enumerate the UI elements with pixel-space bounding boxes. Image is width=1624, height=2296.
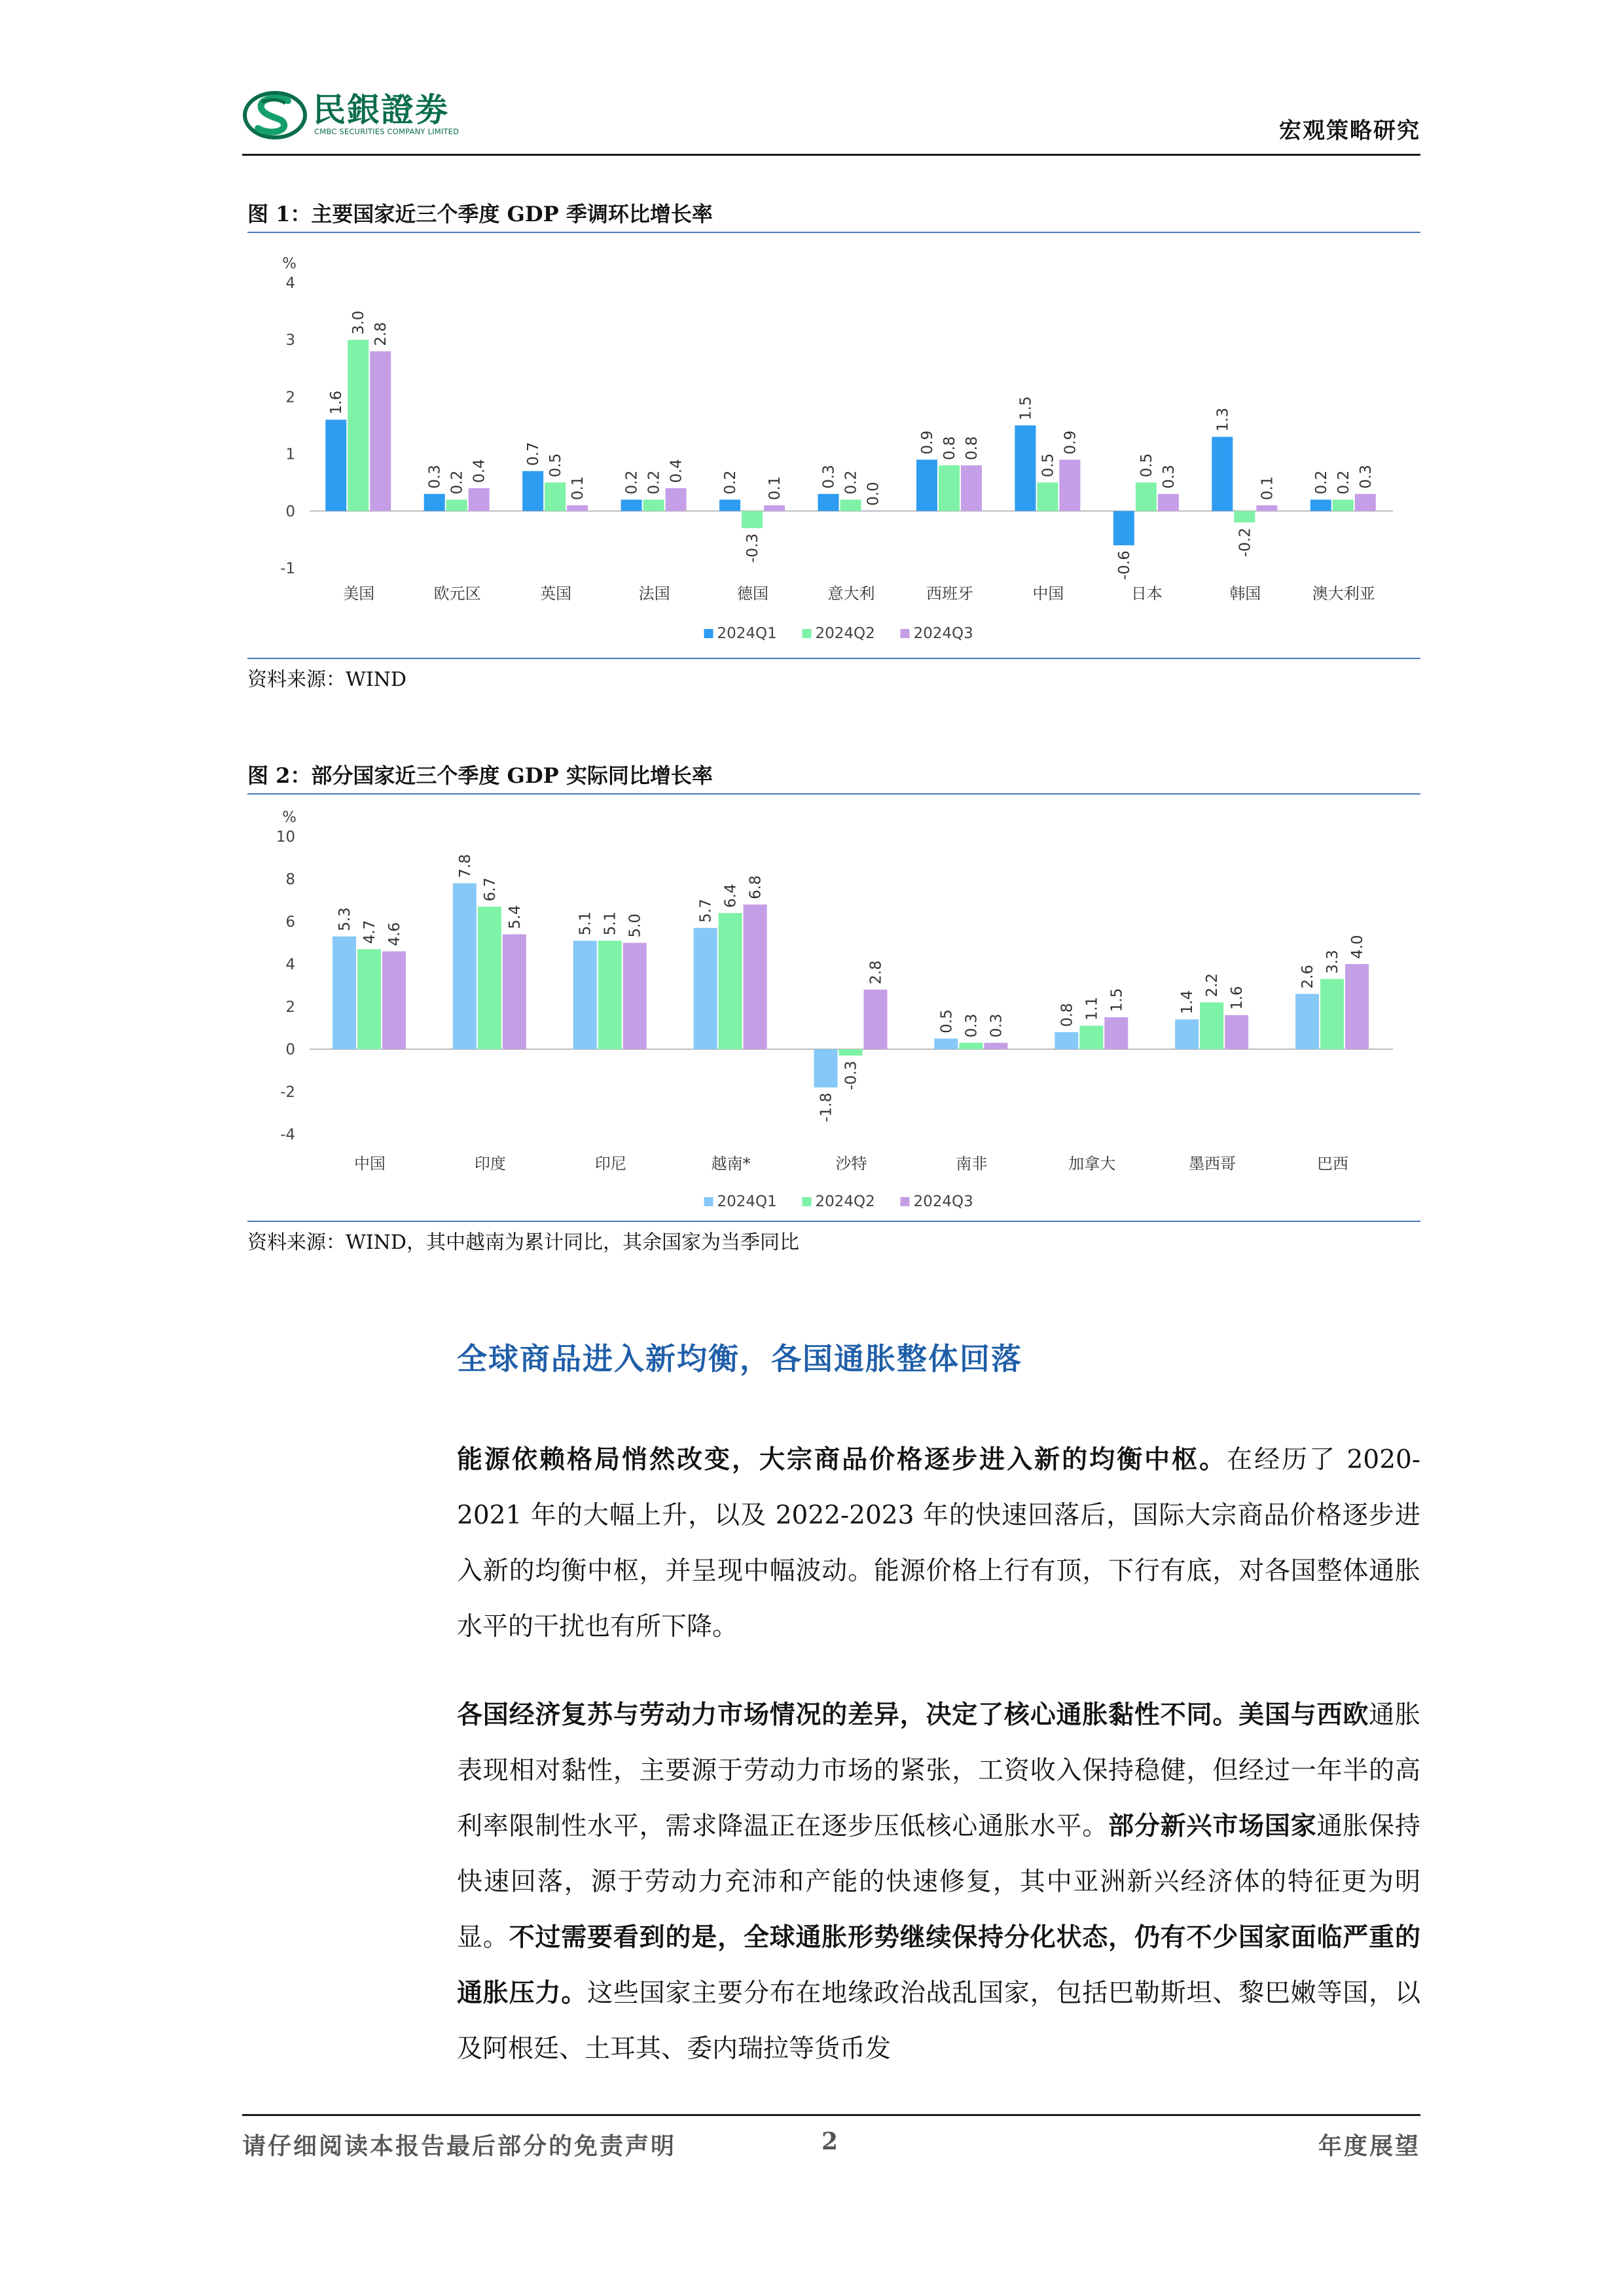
fig2-data-label: 1.1 <box>1083 996 1101 1021</box>
fig2-data-label: 4.0 <box>1349 935 1367 959</box>
fig1-y-tick: 1 <box>285 446 295 463</box>
fig2-legend-swatch <box>704 1197 713 1206</box>
fig1-bar <box>818 494 839 511</box>
fig2-y-tick: -2 <box>280 1084 295 1101</box>
fig2-bar <box>1345 964 1369 1049</box>
logo-mark-icon <box>242 89 308 141</box>
fig2-bar <box>1225 1015 1248 1049</box>
fig2-bar <box>694 928 717 1049</box>
fig2-bar <box>744 905 767 1049</box>
fig2-data-label: -1.8 <box>818 1092 835 1122</box>
footer-disclaimer: 请仔细阅读本报告最后部分的免责声明 <box>242 2132 677 2160</box>
fig1-data-label: 1.5 <box>1017 396 1035 420</box>
fig2-data-label: 4.6 <box>386 922 403 946</box>
paragraph1-body: 在经历了 2020-2021 年的大幅上升，以及 2022-2023 年的快速回落后，国际大宗商品价格逐步进入新的均衡中枢，并呈现中幅波动。能源价格上行有顶，下行有底，对各国整体通胀水平的干扰也有所下降。 <box>457 1445 1420 1641</box>
fig1-bar <box>348 340 369 511</box>
fig1-data-label: -0.3 <box>744 533 762 563</box>
fig2-bar <box>1200 1003 1223 1050</box>
figure2-title: 图 2：部分国家近三个季度 GDP 实际同比增长率 <box>247 759 1420 795</box>
footer-label: 年度展望 <box>1318 2132 1420 2160</box>
fig2-category-label: 中国 <box>353 1155 386 1173</box>
fig1-data-label: 0.3 <box>426 465 444 489</box>
fig1-legend-swatch <box>803 629 812 638</box>
fig2-y-tick: 0 <box>285 1041 295 1058</box>
paragraph2-divergence: 不过需要看到的是，全球通胀形势继续保持分化状态，仍有不少国家面临严重的通胀压力。 <box>457 1922 1420 2008</box>
fig2-data-label: 0.5 <box>938 1009 956 1033</box>
fig1-bar <box>446 499 467 511</box>
fig1-bar <box>840 499 861 511</box>
fig1-data-label: 0.3 <box>820 465 838 489</box>
fig2-legend-label: 2024Q1 <box>717 1193 777 1210</box>
fig2-bar <box>959 1043 983 1049</box>
fig2-data-label: 1.5 <box>1108 988 1126 1013</box>
fig2-data-label: 0.3 <box>988 1013 1005 1038</box>
fig2-bar <box>814 1049 838 1088</box>
fig2-data-label: 4.7 <box>361 920 378 944</box>
fig1-bar <box>1113 511 1134 545</box>
fig2-y-tick: 10 <box>276 829 295 846</box>
fig1-y-tick: 3 <box>285 332 295 350</box>
fig1-bar <box>1256 505 1277 511</box>
fig2-bar <box>1104 1017 1128 1049</box>
logo-subtitle: CMBC SECURITIES COMPANY LIMITED <box>314 127 460 136</box>
fig2-legend-swatch <box>901 1197 910 1206</box>
fig1-category-label: 澳大利亚 <box>1312 584 1375 603</box>
fig1-data-label: 0.8 <box>941 436 958 461</box>
paragraph2-body2: 通胀保持快速回落，源于劳动力充沛和产能的快速修复，其中亚洲新兴经济体的特征更为明显。 <box>457 1812 1420 1952</box>
figure2-source: 资料来源：WIND，其中越南为累计同比，其余国家为当季同比 <box>247 1221 1420 1255</box>
fig1-data-label: 0.2 <box>1312 470 1330 495</box>
fig1-legend-label: 2024Q3 <box>913 625 973 642</box>
fig2-bar <box>1320 979 1344 1049</box>
fig2-data-label: 2.6 <box>1299 964 1317 989</box>
fig1-y-tick: 0 <box>285 503 295 520</box>
fig1-bar <box>1234 511 1255 522</box>
fig2-data-label: 6.4 <box>722 884 740 908</box>
fig2-legend-label: 2024Q3 <box>913 1193 973 1210</box>
fig1-bar <box>621 499 642 511</box>
fig1-data-label: 0.9 <box>918 430 936 455</box>
fig1-y-tick: 4 <box>285 275 295 292</box>
fig2-y-tick: -4 <box>280 1126 295 1143</box>
report-type: 宏观策略研究 <box>1279 118 1420 144</box>
fig2-bar <box>839 1049 863 1056</box>
fig2-bar <box>719 913 742 1049</box>
fig2-category-label: 沙特 <box>835 1155 867 1173</box>
fig2-data-label: 1.6 <box>1229 986 1246 1010</box>
fig1-data-label: 0.2 <box>722 470 740 495</box>
fig1-data-label: 0.1 <box>569 476 587 501</box>
fig2-category-label: 巴西 <box>1317 1155 1349 1173</box>
fig1-bar <box>1355 494 1376 511</box>
paragraph2-emerging: 部分新兴市场国家 <box>1108 1811 1317 1841</box>
fig2-bar <box>333 937 356 1049</box>
fig2-y-tick: 4 <box>285 956 295 973</box>
fig2-data-label: 5.4 <box>506 905 524 929</box>
fig2-data-label: 6.7 <box>481 877 499 902</box>
fig2-category-label: 南非 <box>956 1155 988 1173</box>
fig1-bar <box>1059 459 1080 511</box>
fig1-bar <box>764 505 785 511</box>
fig2-bar <box>623 943 647 1050</box>
fig2-data-label: 0.3 <box>963 1013 981 1038</box>
fig1-bar <box>1136 482 1157 511</box>
fig2-bar <box>573 941 597 1049</box>
page-footer <box>242 2114 1420 2162</box>
fig2-bar <box>503 935 526 1050</box>
fig2-data-label: 0.8 <box>1058 1003 1076 1027</box>
fig1-data-label: 0.9 <box>1062 430 1079 455</box>
fig1-category-label: 美国 <box>343 584 375 603</box>
fig2-y-unit: % <box>282 809 297 826</box>
fig1-data-label: -0.2 <box>1236 528 1254 558</box>
page-header <box>242 79 1420 156</box>
fig1-bar <box>742 511 763 528</box>
fig2-bar <box>934 1039 958 1049</box>
fig1-bar <box>719 499 740 511</box>
fig2-bar <box>478 906 501 1049</box>
fig1-bar <box>1212 437 1233 511</box>
fig1-category-label: 法国 <box>638 584 670 603</box>
fig1-data-label: 0.2 <box>623 470 641 495</box>
fig2-data-label: -0.3 <box>842 1060 860 1090</box>
page-number: 2 <box>821 2128 839 2155</box>
fig1-category-label: 西班牙 <box>926 584 973 603</box>
fig1-bar <box>325 420 346 511</box>
fig1-bar <box>939 465 960 511</box>
fig2-category-label: 墨西哥 <box>1189 1155 1236 1173</box>
fig2-data-label: 2.2 <box>1204 973 1221 997</box>
fig1-data-label: 3.0 <box>350 310 368 335</box>
fig1-category-label: 德国 <box>737 584 769 603</box>
fig2-category-label: 加拿大 <box>1068 1155 1116 1173</box>
logo-text: 民銀證劵 <box>313 91 449 129</box>
fig2-data-label: 5.3 <box>336 907 353 931</box>
fig1-data-label: 0.5 <box>547 453 565 478</box>
fig1-data-label: 0.4 <box>471 459 488 483</box>
fig1-data-label: 0.2 <box>842 470 860 495</box>
fig1-category-label: 英国 <box>540 584 572 603</box>
fig1-bar <box>424 494 445 511</box>
paragraph2-body3: 这些国家主要分布在地缘政治战乱国家，包括巴勒斯坦、黎巴嫩等国，以及阿根廷、土耳其、委内瑞拉等货币发 <box>457 1979 1420 2064</box>
fig1-bar <box>1310 499 1331 511</box>
fig2-bar <box>453 884 477 1050</box>
section-heading: 全球商品进入新均衡，各国通胀整体回落 <box>457 1341 1022 1376</box>
fig2-legend-swatch <box>803 1197 812 1206</box>
fig2-data-label: 5.1 <box>577 911 594 936</box>
fig1-category-label: 韩国 <box>1229 584 1261 603</box>
fig2-bar <box>1055 1032 1078 1049</box>
paragraph-energy <box>457 1432 1420 1655</box>
fig1-y-unit: % <box>282 255 297 272</box>
fig2-data-label: 1.4 <box>1179 990 1197 1014</box>
fig1-data-label: 0.4 <box>668 459 685 483</box>
fig1-data-label: 0.3 <box>1357 465 1375 489</box>
fig1-legend-swatch <box>901 629 910 638</box>
fig1-legend-label: 2024Q2 <box>815 625 875 642</box>
fig1-category-label: 欧元区 <box>433 584 481 603</box>
fig1-bar <box>643 499 664 511</box>
paragraph2-lead: 各国经济复苏与劳动力市场情况的差异，决定了核心通胀黏性不同。美国与西欧 <box>457 1700 1369 1730</box>
paragraph1-lead: 能源依赖格局悄然改变，大宗商品价格逐步进入新的均衡中枢。 <box>457 1444 1227 1475</box>
fig2-bar <box>382 952 406 1050</box>
fig1-bar <box>522 471 543 511</box>
fig2-legend-label: 2024Q2 <box>815 1193 875 1210</box>
fig2-data-label: 7.8 <box>456 853 474 878</box>
fig1-bar <box>961 465 982 511</box>
fig2-bar <box>357 949 381 1049</box>
fig2-y-tick: 6 <box>285 914 295 931</box>
fig1-data-label: 2.8 <box>372 322 390 346</box>
figure2-chart <box>247 794 1420 1216</box>
fig1-bar <box>863 511 884 512</box>
fig2-data-label: 3.3 <box>1324 950 1342 974</box>
fig2-bar <box>984 1043 1007 1049</box>
fig1-bar <box>1333 499 1354 511</box>
fig1-y-tick: 2 <box>285 389 295 406</box>
fig1-bar <box>545 482 566 511</box>
fig2-bar <box>1079 1026 1103 1049</box>
fig1-category-label: 意大利 <box>827 584 875 603</box>
fig1-data-label: 0.5 <box>1039 453 1057 478</box>
fig2-bar <box>1295 994 1319 1050</box>
figure1-title: 图 1：主要国家近三个季度 GDP 季调环比增长率 <box>247 198 1420 233</box>
fig1-data-label: 0.2 <box>645 470 663 495</box>
fig1-data-label: 0.3 <box>1160 465 1178 489</box>
fig1-data-label: 0.1 <box>1259 476 1276 501</box>
fig1-bar <box>1158 494 1179 511</box>
fig2-y-tick: 2 <box>285 999 295 1016</box>
fig1-bar <box>567 505 588 511</box>
figure1-chart <box>247 232 1420 651</box>
fig2-data-label: 2.8 <box>867 960 885 984</box>
fig1-legend-label: 2024Q1 <box>717 625 777 642</box>
paragraph-inflation <box>457 1687 1420 2077</box>
fig1-data-label: 0.8 <box>963 436 981 461</box>
fig1-legend-swatch <box>704 629 713 638</box>
fig2-data-label: 5.0 <box>626 913 644 938</box>
fig2-y-tick: 8 <box>285 871 295 888</box>
fig1-category-label: 中国 <box>1032 584 1064 603</box>
fig1-data-label: 1.6 <box>328 390 346 415</box>
fig2-bar <box>864 990 888 1049</box>
fig2-bar <box>1175 1020 1199 1050</box>
company-logo <box>242 84 504 146</box>
fig1-data-label: 0.1 <box>767 476 784 501</box>
fig1-data-label: -0.6 <box>1115 550 1133 581</box>
fig1-data-label: 0.0 <box>865 482 882 506</box>
fig2-data-label: 5.1 <box>602 911 619 936</box>
fig1-y-tick: -1 <box>280 560 295 577</box>
fig2-category-label: 印尼 <box>594 1155 626 1173</box>
fig1-data-label: 0.2 <box>448 470 466 495</box>
fig1-bar <box>469 488 490 511</box>
fig1-data-label: 1.3 <box>1214 407 1232 432</box>
fig2-category-label: 越南* <box>711 1155 751 1173</box>
fig2-bar <box>598 941 622 1049</box>
fig1-bar <box>916 459 937 511</box>
fig1-bar <box>370 351 391 511</box>
fig2-category-label: 印度 <box>474 1155 506 1173</box>
fig1-bar <box>1037 482 1058 511</box>
fig1-data-label: 0.2 <box>1335 470 1352 495</box>
fig1-bar <box>666 488 687 511</box>
figure1-source: 资料来源：WIND <box>247 658 1420 692</box>
fig1-bar <box>1015 425 1036 511</box>
fig2-data-label: 6.8 <box>747 875 765 899</box>
fig1-data-label: 0.7 <box>525 442 543 466</box>
paragraph2-body1: 通胀表现相对黏性，主要源于劳动力市场的紧张，工资收入保持稳健，但经过一年半的高利率限制性水平，需求降温正在逐步压低核心通胀水平。 <box>457 1700 1420 1841</box>
fig1-category-label: 日本 <box>1130 584 1163 603</box>
fig2-data-label: 5.7 <box>697 899 715 923</box>
fig1-data-label: 0.5 <box>1138 453 1155 478</box>
